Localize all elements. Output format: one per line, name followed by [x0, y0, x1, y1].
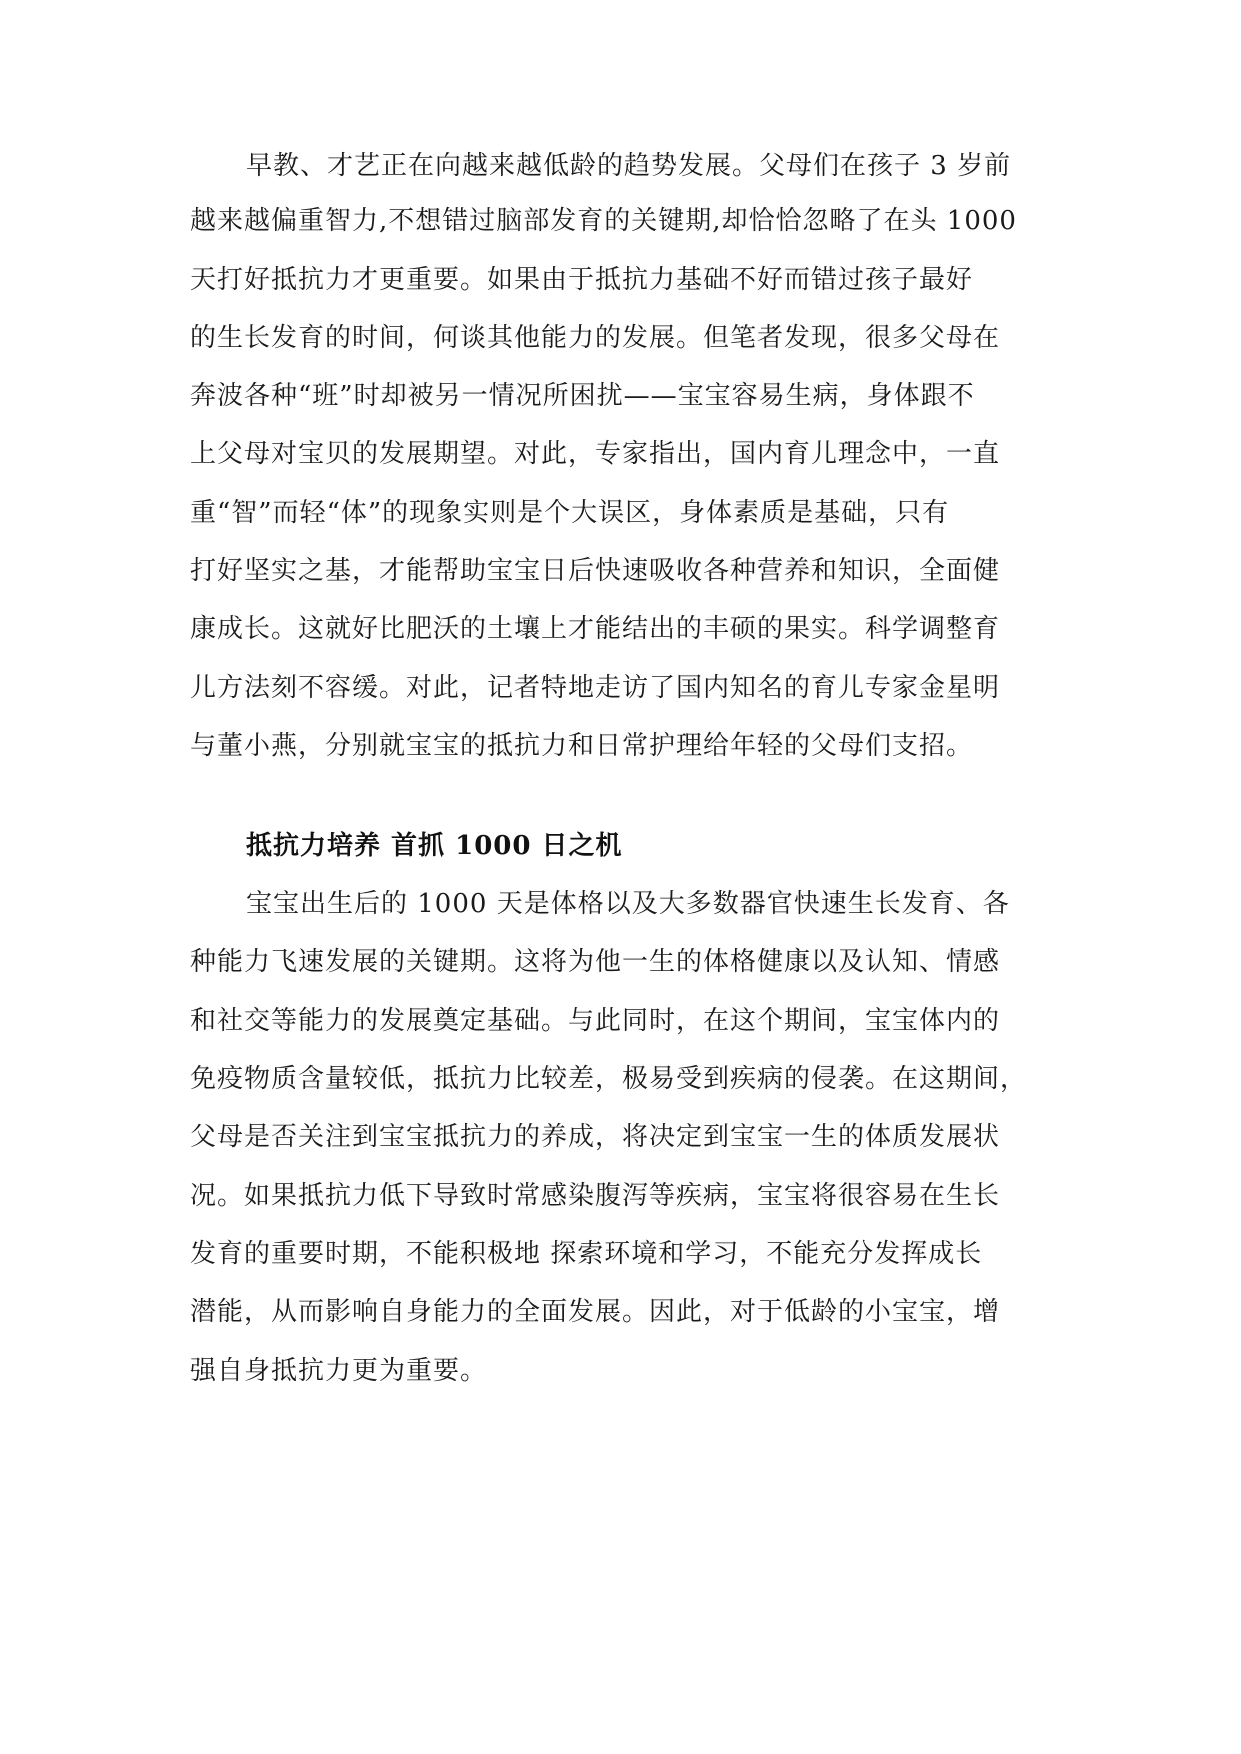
- paragraph-line: 的生长发育的时间，何谈其他能力的发展。但笔者发现，很多父母在: [190, 323, 1001, 353]
- paragraph-line: 况。如果抵抗力低下导致时常感染腹泻等疾病，宝宝将很容易在生长: [190, 1181, 1001, 1211]
- paragraph-line: 强自身抵抗力更为重要。: [190, 1356, 488, 1386]
- paragraph-line: 早教、才艺正在向越来越低龄的趋势发展。父母们在孩子 3 岁前: [246, 151, 1012, 181]
- paragraph-line: 打好坚实之基，才能帮助宝宝日后快速吸收各种营养和知识，全面健: [190, 556, 1001, 586]
- paragraph-line: 潜能，从而影响自身能力的全面发展。因此，对于低龄的小宝宝，增: [190, 1297, 1001, 1327]
- paragraph-line: 与董小燕，分别就宝宝的抵抗力和日常护理给年轻的父母们支招。: [190, 731, 974, 761]
- paragraph-line: 父母是否关注到宝宝抵抗力的养成，将决定到宝宝一生的体质发展状: [190, 1122, 1001, 1152]
- paragraph-line: 和社交等能力的发展奠定基础。与此同时，在这个期间，宝宝体内的: [190, 1006, 1001, 1036]
- paragraph-line: 上父母对宝贝的发展期望。对此，专家指出，国内育儿理念中，一直: [190, 439, 1001, 469]
- section-heading: 抵抗力培养 首抓 1000 日之机: [246, 831, 623, 861]
- paragraph-line: 越来越偏重智力,不想错过脑部发育的关键期,却恰恰忽略了在头 1000: [190, 206, 1017, 236]
- paragraph-line: 奔波各种“班”时却被另一情况所困扰——宝宝容易生病，身体跟不: [190, 381, 975, 411]
- paragraph-line: 康成长。这就好比肥沃的土壤上才能结出的丰硕的果实。科学调整育: [190, 614, 1001, 644]
- paragraph-line: 宝宝出生后的 1000 天是体格以及大多数器官快速生长发育、各: [246, 889, 1010, 919]
- paragraph-line: 种能力飞速发展的关键期。这将为他一生的体格健康以及认知、情感: [190, 947, 1001, 977]
- paragraph-line: 发育的重要时期，不能积极地 探索环境和学习，不能充分发挥成长: [190, 1239, 983, 1269]
- paragraph-line: 重“智”而轻“体”的现象实则是个大误区，身体素质是基础，只有: [190, 498, 950, 528]
- paragraph-line: 免疫物质含量较低，抵抗力比较差，极易受到疾病的侵袭。在这期间，: [190, 1064, 1028, 1094]
- paragraph-line: 儿方法刻不容缓。对此，记者特地走访了国内知名的育儿专家金星明: [190, 673, 1001, 703]
- paragraph-line: 天打好抵抗力才更重要。如果由于抵抗力基础不好而错过孩子最好: [190, 265, 974, 295]
